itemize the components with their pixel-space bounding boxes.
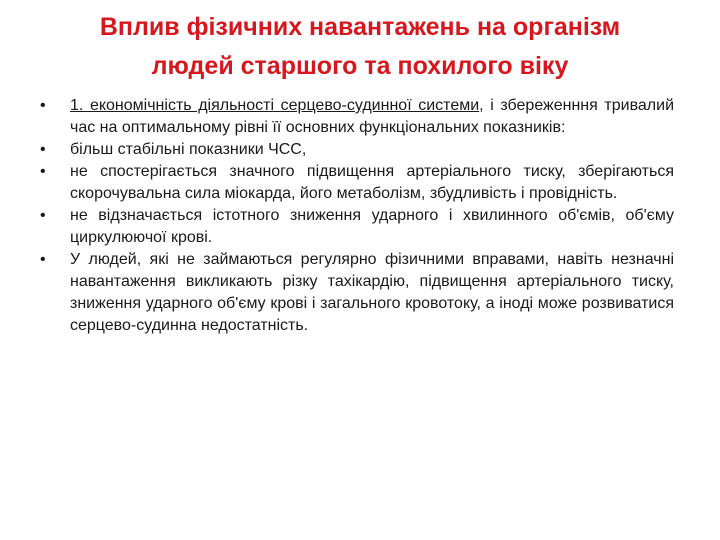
bullet-dot-icon: • bbox=[40, 97, 46, 114]
bullet-5-text: У людей, які не займаються регулярно фізичними вправами, навіть незначні навантаження викликають різку тахікардію, підвищення артеріального тиску, зниження ударного об'єму крові і загального кровотоку, а іноді може розвиватися серцево-судинна недостатність. bbox=[70, 251, 674, 334]
bullet-list bbox=[40, 95, 674, 337]
bullet-item-1 bbox=[40, 95, 674, 139]
bullet-1-text: , і збереженння тривалий час на оптимальному рівні її основних функціональних показників: bbox=[70, 97, 675, 136]
bullet-2-text: більш стабільні показники ЧСС, bbox=[70, 141, 307, 158]
bullet-item-2 bbox=[40, 139, 674, 161]
slide-title bbox=[30, 8, 690, 86]
bullet-1-underlined-text: 1. економічність діяльності серцево-судинної системи bbox=[70, 97, 480, 114]
title-line-2: людей старшого та похилого віку bbox=[151, 52, 569, 80]
bullet-dot-icon: • bbox=[40, 251, 46, 268]
bullet-dot-icon: • bbox=[40, 163, 46, 180]
bullet-item-3 bbox=[40, 161, 674, 205]
bullet-dot-icon: • bbox=[40, 207, 46, 224]
bullet-item-4 bbox=[40, 205, 674, 249]
bullet-item-5 bbox=[40, 249, 674, 337]
bullet-dot-icon: • bbox=[40, 141, 46, 158]
bullet-4-text: не відзначається істотного зниження ударного і хвилинного об'ємів, об'єму циркулюючої крові. bbox=[70, 207, 674, 246]
title-line-1: Вплив фізичних навантажень на організм bbox=[99, 13, 621, 41]
bullet-3-text: не спостерігається значного підвищення артеріального тиску, зберігаються скорочувальна сила міокарда, його метаболізм, збудливість і провідність. bbox=[70, 163, 674, 202]
